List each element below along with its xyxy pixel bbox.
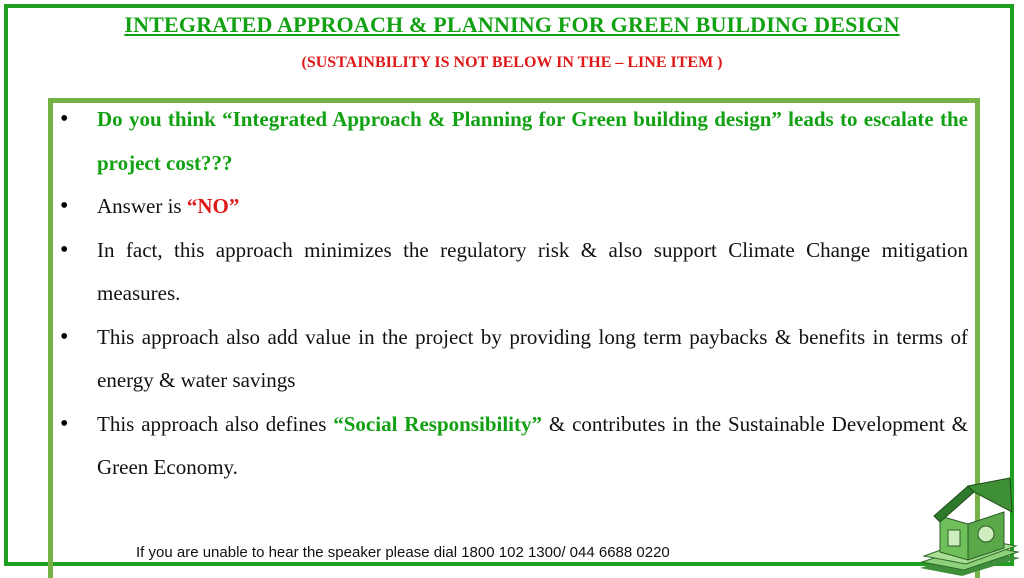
bullet-icon: • bbox=[60, 106, 69, 132]
money-house-icon bbox=[912, 476, 1024, 576]
bullet-item bbox=[60, 229, 968, 316]
bullet-question: Do you think “Integrated Approach & Planning for Green building design” leads to escalate the project cost??? bbox=[97, 107, 968, 175]
bullet-item bbox=[60, 403, 968, 490]
bullet-icon: • bbox=[60, 323, 69, 350]
bullet-item bbox=[60, 316, 968, 403]
answer-highlight: “NO” bbox=[186, 194, 240, 218]
bullet-item bbox=[60, 185, 968, 229]
bullet-icon: • bbox=[60, 193, 69, 219]
bullet-text: In fact, this approach minimizes the regulatory risk & also support Climate Change mitigation measures. bbox=[97, 237, 968, 305]
slide-title: INTEGRATED APPROACH & PLANNING FOR GREEN BUILDING DESIGN bbox=[124, 12, 900, 37]
bullet-item bbox=[60, 98, 968, 185]
bullet-icon: • bbox=[60, 410, 69, 437]
bullet-text: This approach also add value in the project by providing long term paybacks & benefits in terms of energy & water savings bbox=[97, 324, 968, 392]
footer-dial-in-note: If you are unable to hear the speaker please dial 1800 102 1300/ 044 6688 0220 bbox=[136, 544, 670, 561]
bullet-icon: • bbox=[60, 236, 69, 263]
bullet-text: This approach also defines bbox=[97, 411, 334, 436]
bullet-text: Answer is bbox=[97, 194, 187, 218]
social-responsibility-highlight: “Social Responsibility” bbox=[333, 411, 542, 436]
bullet-list bbox=[60, 98, 968, 490]
house-icon bbox=[934, 478, 1012, 560]
bullet-text-suffix: & contributes in the Sustainable Development & Green Economy. bbox=[97, 411, 969, 479]
slide-subtitle: (SUSTAINBILITY IS NOT BELOW IN THE – LINE ITEM ) bbox=[301, 54, 723, 71]
